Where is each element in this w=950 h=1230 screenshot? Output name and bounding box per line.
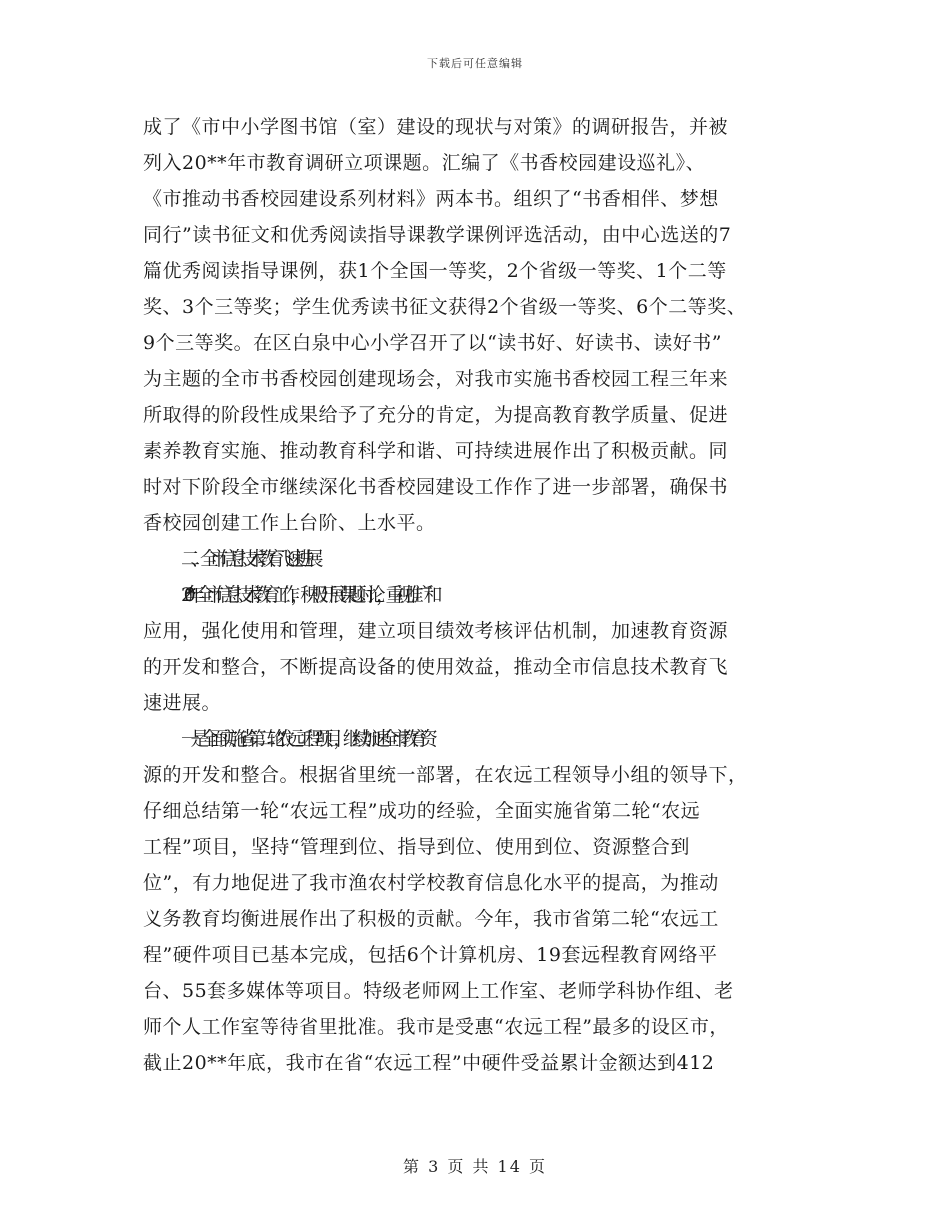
text-line: 篇优秀阅读指导课例，获1个全国一等奖，2个省级一等奖、1个二等 — [143, 260, 727, 282]
text-line: 9个三等奖。在区白泉中心小学召开了以“读书好、好读书、读好书” — [143, 332, 723, 354]
text-line: 师个人工作室等待省里批准。我市是受惠“农远工程”最多的设区市， — [143, 1016, 729, 1038]
text-line: 香校园创建工作上台阶、上水平。 — [143, 512, 436, 534]
text-line: 为主题的全市书香校园创建现场会，对我市实施书香校园工程三年来 — [143, 368, 729, 390]
text-line: 程”硬件项目已基本完成，包括6个计算机房、19套远程教育网络平 — [143, 944, 718, 966]
document-body — [143, 109, 813, 1081]
text-line: 列入20**年市教育调研立项课题。汇编了《书香校园建设巡礼》、 — [143, 152, 706, 174]
text-line: 20**年全市信息技术教育工作，积极开展课题讨论，重视推广和 — [181, 584, 434, 606]
text-line: 位”，有力地促进了我市渔农村学校教育信息化水平的提高，为推动 — [143, 872, 719, 894]
text-line: 奖、3个三等奖；学生优秀读书征文获得2个省级一等奖、6个二等奖、 — [143, 296, 747, 318]
page-header-note: 下载后可任意编辑 — [427, 57, 523, 70]
text-line: 速进展。 — [143, 692, 222, 714]
text-line: 仔细总结第一轮“农远工程”成功的经验，全面实施省第二轮“农远 — [143, 800, 701, 822]
text-line: 一是全面实施省第二轮“农远工程”项目，继续加速全市教育资 — [181, 728, 429, 750]
text-line: 成了《市中小学图书馆（室）建设的现状与对策》的调研报告，并被 — [143, 116, 729, 138]
text-line: 时对下阶段全市继续深化书香校园建设工作作了进一步部署，确保书 — [143, 476, 729, 498]
text-line: 源的开发和整合。根据省里统一部署，在农远工程领导小组的领导下， — [143, 764, 748, 786]
text-line: 素养教育实施、推动教育科学和谐、可持续进展作出了积极贡献。同 — [143, 440, 729, 462]
page-number-footer: 第 3 页 共 14 页 — [403, 1157, 547, 1176]
text-line: 的开发和整合，不断提高设备的使用效益，推动全市信息技术教育飞 — [143, 656, 729, 678]
text-line: 义务教育均衡进展作出了积极的贡献。今年，我市省第二轮“农远工 — [143, 908, 719, 930]
text-line: 应用，强化使用和管理，建立项目绩效考核评估机制，加速教育资源 — [143, 620, 729, 642]
text-line: 截止20**年底，我市在省“农远工程”中硬件受益累计金额达到412 — [143, 1052, 715, 1074]
text-line: 工程”项目，坚持“管理到位、指导到位、使用到位、资源整合到 — [143, 836, 690, 858]
text-line: 所取得的阶段性成果给予了充分的肯定，为提高教育教学质量、促进 — [143, 404, 729, 426]
text-line: 同行”读书征文和优秀阅读指导课教学课例评选活动，由中心选送的7 — [143, 224, 732, 246]
text-line: 台、55套多媒体等项目。特级老师网上工作室、老师学科协作组、老 — [143, 980, 734, 1002]
text-line: 二、全市信息技术教育飞速进展 — [181, 548, 315, 570]
text-line: 《市推动书香校园建设系列材料》两本书。组织了“书香相伴、梦想 — [143, 188, 719, 210]
